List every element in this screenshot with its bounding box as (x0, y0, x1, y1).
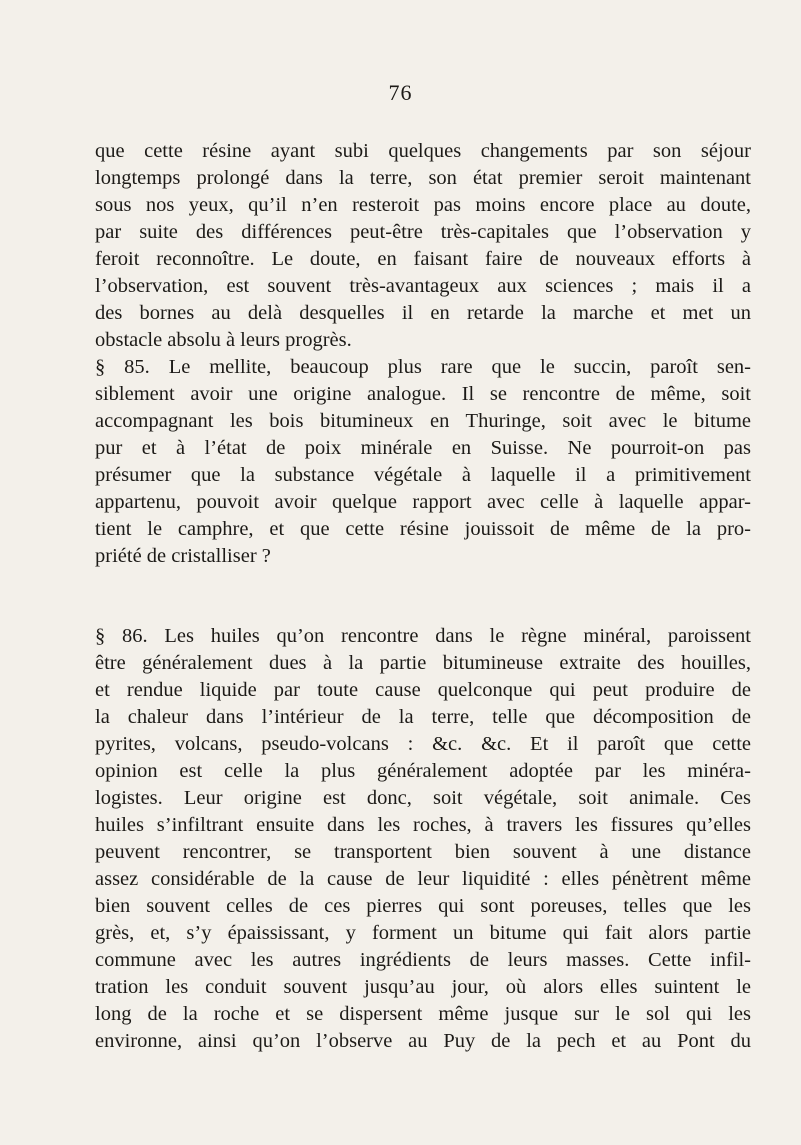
text-line: environne, ainsi qu’on l’observe au Puy de la pech et au Pont du (95, 1030, 751, 1052)
text-line: que cette résine ayant subi quelques changements par son séjour (95, 140, 751, 162)
paragraph-85 (95, 354, 751, 570)
text-line: huiles s’infiltrant ensuite dans les roches, à travers les fissures qu’elles (95, 814, 751, 836)
text-line: § 86. Les huiles qu’on rencontre dans le règne minéral, paroissent (95, 625, 751, 647)
paragraph-86 (95, 623, 751, 1055)
text-line: opinion est celle la plus généralement adoptée par les minéra- (95, 760, 751, 782)
text-line: siblement avoir une origine analogue. Il se rencontre de même, soit (95, 383, 751, 405)
text-line: bien souvent celles de ces pierres qui sont poreuses, telles que les (95, 895, 751, 917)
text-line: pyrites, volcans, pseudo-volcans : &c. &c. Et il paroît que cette (95, 733, 751, 755)
text-line: la chaleur dans l’intérieur de la terre, telle que décomposition de (95, 706, 751, 728)
page-number: 76 (388, 80, 413, 105)
text-line: par suite des différences peut-être très-capitales que l’observation y (95, 221, 751, 243)
text-line: tient le camphre, et que cette résine jouissoit de même de la pro- (95, 518, 751, 540)
text-line: des bornes au delà desquelles il en retarde la marche et met un (95, 302, 751, 324)
text-line: accompagnant les bois bitumineux en Thuringe, soit avec le bitume (95, 410, 751, 432)
text-line: assez considérable de la cause de leur liquidité : elles pénètrent même (95, 868, 751, 890)
text-line: long de la roche et se dispersent même jusque sur le sol qui les (95, 1003, 751, 1025)
text-line: grès, et, s’y épaississant, y forment un bitume qui fait alors partie (95, 922, 751, 944)
text-line: logistes. Leur origine est donc, soit végétale, soit animale. Ces (95, 787, 751, 809)
text-line: longtemps prolongé dans la terre, son état premier seroit maintenant (95, 167, 751, 189)
paragraph-1 (95, 138, 751, 354)
text-line: commune avec les autres ingrédients de leurs masses. Cette infil- (95, 949, 751, 971)
text-line: priété de cristalliser ? (95, 545, 271, 567)
text-line: l’observation, est souvent très-avantageux aux sciences ; mais il a (95, 275, 751, 297)
text-line: présumer que la substance végétale à laquelle il a primitivement (95, 464, 751, 486)
text-line: sous nos yeux, qu’il n’en resteroit pas moins encore place au doute, (95, 194, 751, 216)
text-line: et rendue liquide par toute cause quelconque qui peut produire de (95, 679, 751, 701)
text-line: pur et à l’état de poix minérale en Suisse. Ne pourroit-on pas (95, 437, 751, 459)
text-line: feroit reconnoître. Le doute, en faisant faire de nouveaux efforts à (95, 248, 751, 270)
text-line: peuvent rencontrer, se transportent bien souvent à une distance (95, 841, 751, 863)
text-line: § 85. Le mellite, beaucoup plus rare que le succin, paroît sen- (95, 356, 751, 378)
text-line: appartenu, pouvoit avoir quelque rapport avec celle à laquelle appar- (95, 491, 751, 513)
text-line: tration les conduit souvent jusqu’au jour, où alors elles suintent le (95, 976, 751, 998)
text-line: être généralement dues à la partie bitumineuse extraite des houilles, (95, 652, 751, 674)
text-line: obstacle absolu à leurs progrès. (95, 329, 352, 351)
